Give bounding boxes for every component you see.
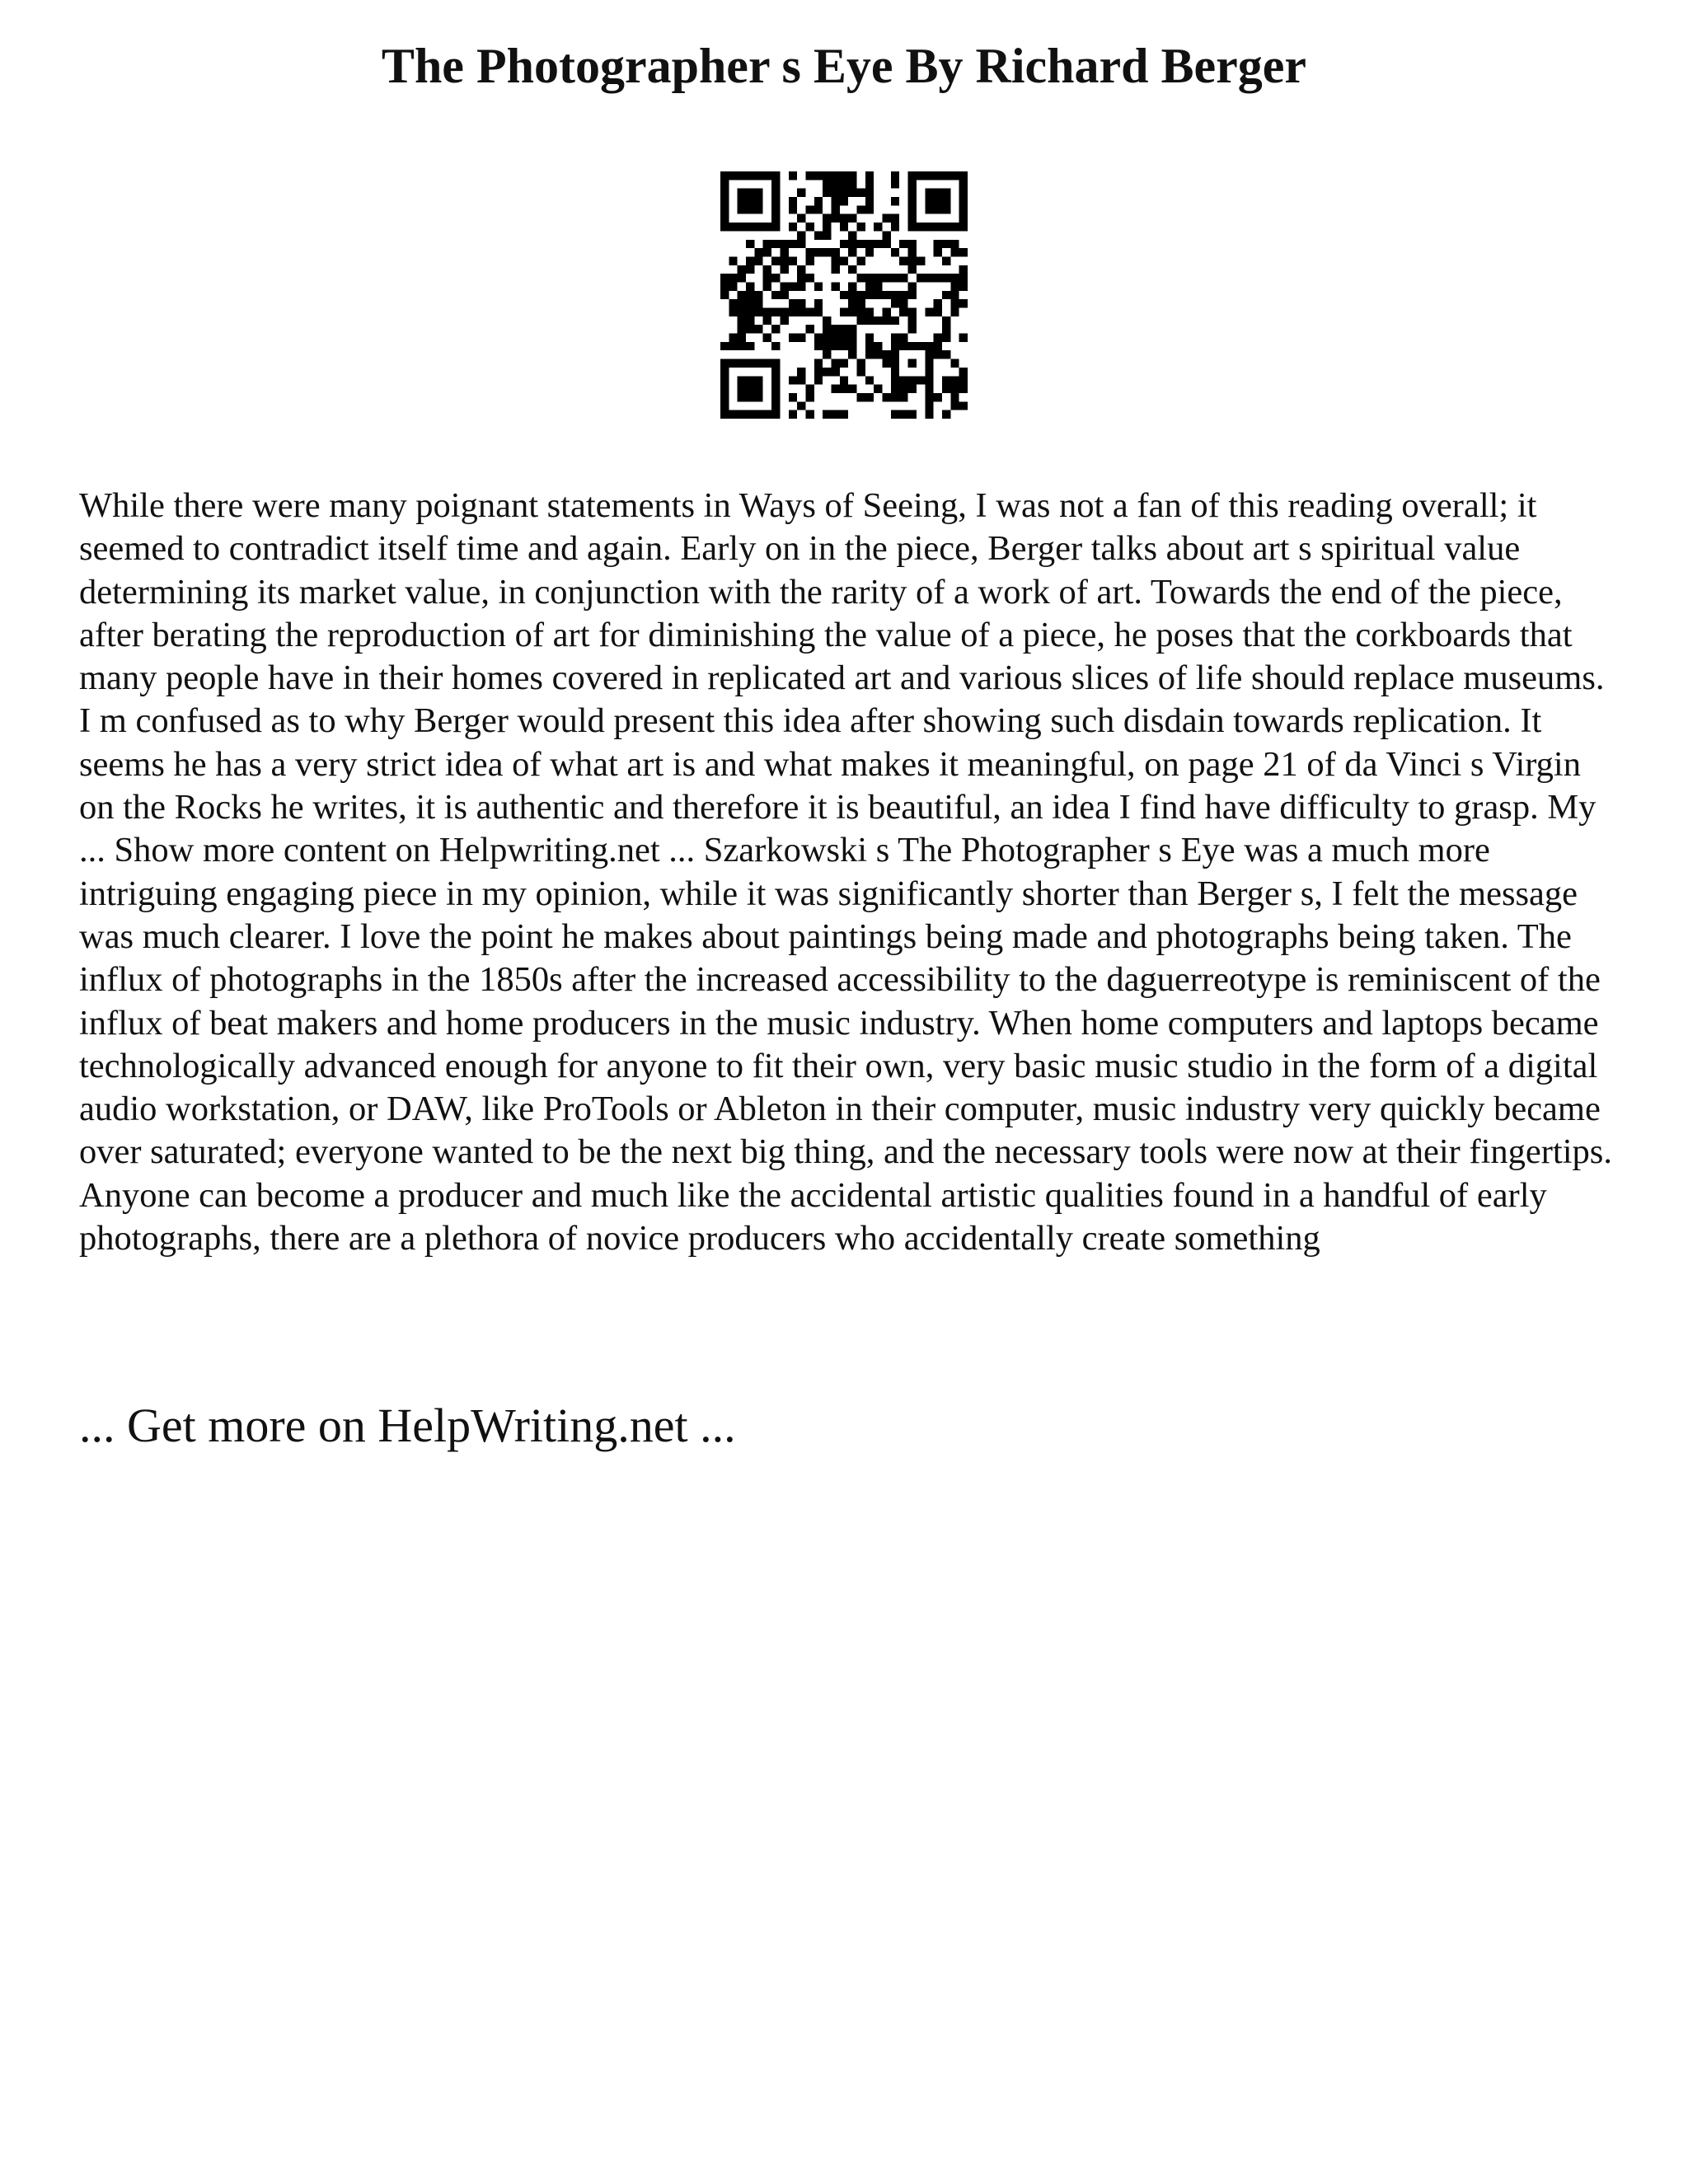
qr-code-icon — [720, 171, 968, 419]
get-more-link[interactable]: ... Get more on HelpWriting.net ... — [79, 1399, 736, 1452]
document-title: The Photographer s Eye By Richard Berger — [381, 39, 1307, 93]
body-paragraph: While there were many poignant statements in Ways of Seeing, I was not a fan of this reading overall; it seemed to contradict itself time and again. Early on in the piece, Berger talks about art s spiritual value determining its market value, in conjunction with the rarity of a work of art. Towards the end of the piece, after berating the reproduction of art for diminishing the value of a piece, he poses that the corkboards that many people have in their homes covered in replicated art and various slices of life should replace museums. I m confused as to why Berger would present this idea after showing such disdain towards replication. It seems he has a very strict idea of what art is and what makes it meaningful, on page 21 of da Vinci s Virgin on the Rocks he writes, it is authentic and therefore it is beautiful, an idea I find have difficulty to grasp. My ... Show more content on Helpwriting.net ... Szarkowski s The Photographer s Eye was a much more intriguing engaging piece in my opinion, while it was significantly shorter than Berger s, I felt the message was much clearer. I love the point he makes about paintings being made and photographs being taken. The influx of photographs in the 1850s after the increased accessibility to the daguerreotype is reminiscent of the influx of beat makers and home producers in the music industry. When home computers and laptops became technologically advanced enough for anyone to fit their own, very basic music studio in the form of a digital audio workstation, or DAW, like ProTools or Ableton in their computer, music industry very quickly became over saturated; everyone wanted to be the next big thing, and the necessary tools were now at their fingertips. Anyone can become a producer and much like the accidental artistic qualities found in a handful of early photographs, there are a plethora of novice producers who accidentally create something — [79, 486, 1612, 1258]
